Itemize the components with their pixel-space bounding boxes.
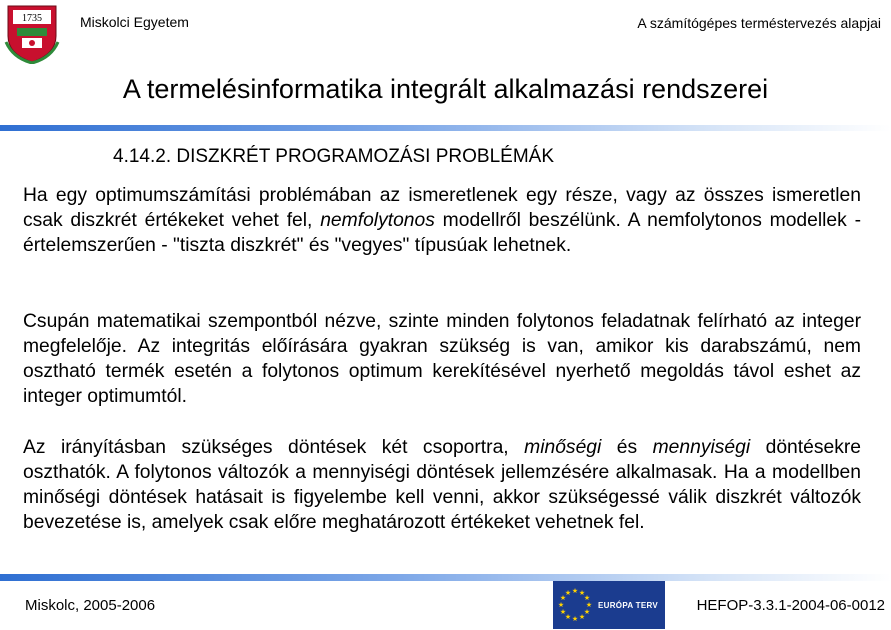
svg-text:★: ★ <box>571 587 579 595</box>
project-code: HEFOP-3.3.1-2004-06-0012 <box>696 597 885 614</box>
svg-text:★: ★ <box>559 594 567 602</box>
paragraph-2: Csupán matematikai szempontból nézve, szinte minden folytonos feladatnak felírható az integer megfelelője. Az integritás előírására gyakran szükség is van, amikor kis darabszámú, nem osztható termék esetén a folytonos optimum kerekítésével nyerhető megoldás távol eshet az integer optimumtól. <box>23 311 861 407</box>
svg-text:★: ★ <box>564 613 572 621</box>
svg-text:★: ★ <box>578 613 586 621</box>
paragraph-1: Ha egy optimumszámítási problémában az ismeretlenek egy része, vagy az összes ismeretlen csak diszkrét értékeket vehet fel, nemfolytonos modellről beszélünk. A nemfolytonos modellek - értelemszerűen - "tiszta diszkrét" és "vegyes" típusúak lehetnek. <box>23 185 861 256</box>
svg-text:★: ★ <box>578 589 586 597</box>
section-title: 4.14.2. DISZKRÉT PROGRAMOZÁSI PROBLÉMÁK <box>113 146 554 167</box>
footer-divider-bar <box>0 574 891 581</box>
eu-stars-icon <box>553 581 597 629</box>
emphasis-minosegi: minőségi <box>524 437 602 458</box>
svg-text:★: ★ <box>585 601 593 609</box>
header-divider-bar <box>0 125 891 131</box>
university-crest-logo <box>3 2 61 64</box>
svg-text:★: ★ <box>557 601 565 609</box>
paragraph-3: Az irányításban szükséges döntések két csoportra, minőségi és mennyiségi döntésekre oszthatók. A folytonos változók a mennyiségi döntések jellemzésére alkalmasak. Ha a modellben minőségi döntések hatásait is figyelembe kell venni, akkor szükségessé válik diszkrét változók bevezetése is, amelyek csak előre meghatározott értékeket vehetnek fel. <box>23 437 862 533</box>
svg-text:★: ★ <box>571 615 579 623</box>
svg-text:★: ★ <box>559 608 567 616</box>
svg-text:★: ★ <box>583 608 591 616</box>
page-title: A termelésinformatika integrált alkalmazási rendszerei <box>122 74 769 104</box>
emphasis-nemfolytonos: nemfolytonos <box>320 210 435 231</box>
eu-logo-label: EURÓPA TERV <box>598 601 659 610</box>
footer-place-date: Miskolc, 2005-2006 <box>25 597 156 614</box>
institution-name: Miskolci Egyetem <box>80 14 189 30</box>
svg-text:★: ★ <box>583 594 591 602</box>
course-name: A számítógépes terméstervezés alapjai <box>637 15 881 31</box>
svg-text:★: ★ <box>564 589 572 597</box>
europa-terv-logo <box>553 581 665 629</box>
emphasis-mennyisegi: mennyiségi <box>652 437 751 458</box>
svg-text:1735: 1735 <box>22 13 42 24</box>
